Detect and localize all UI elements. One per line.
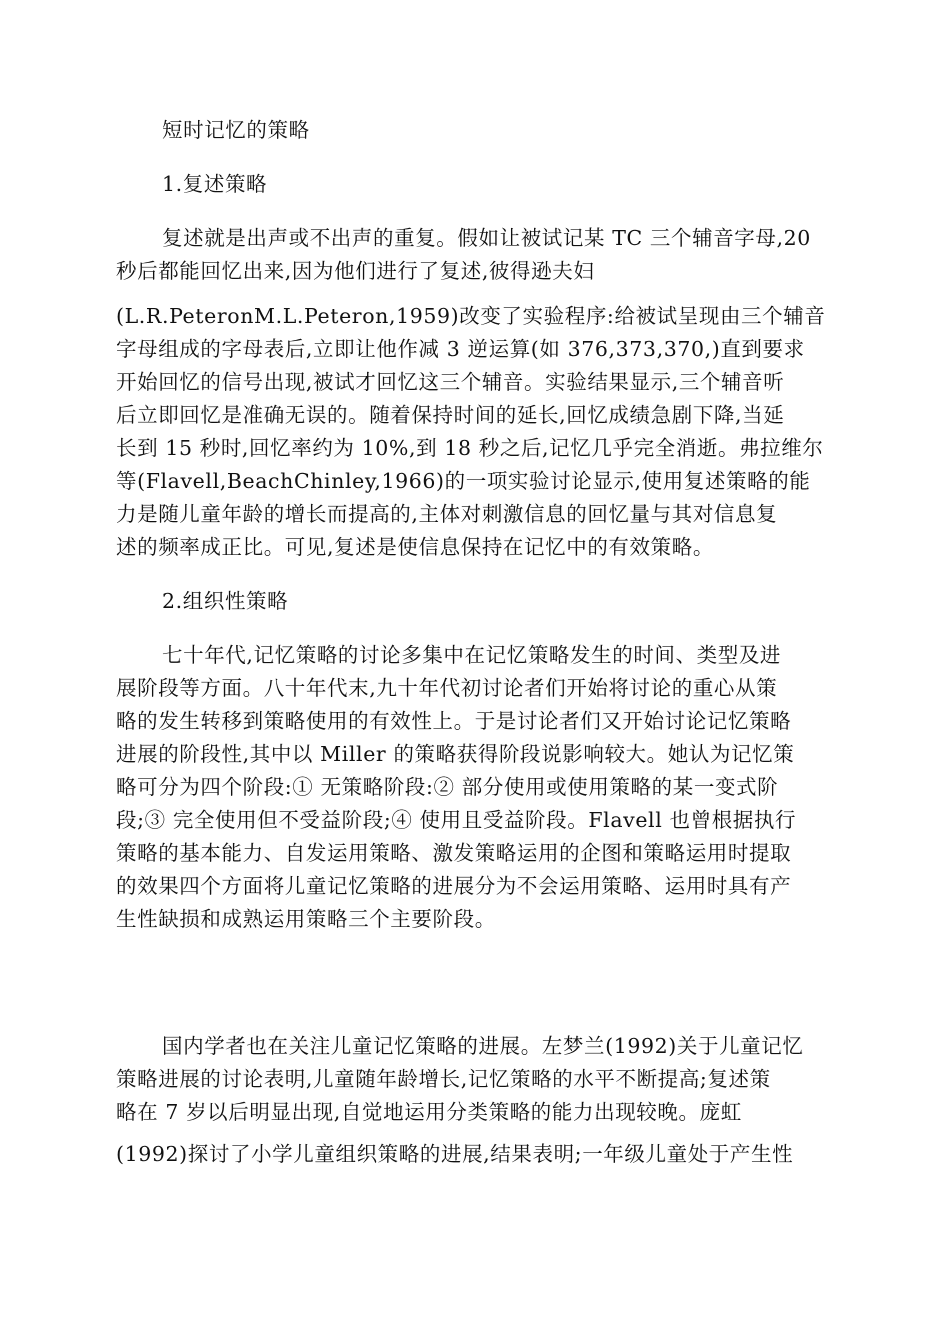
para1-line-10: 述的频率成正比。可见,复述是使信息保持在记忆中的有效策略。 [116, 535, 714, 559]
para3-line-2: 策略进展的讨论表明,儿童随年龄增长,记忆策略的水平不断提高;复述策 [116, 1067, 771, 1091]
para3-line-1: 国内学者也在关注儿童记忆策略的进展。左梦兰(1992)关于儿童记忆 [162, 1034, 804, 1058]
para1-line-3: (L.R.PeteronM.L.Peteron,1959)改变了实验程序:给被试呈现由三个辅音 [116, 304, 826, 328]
para1-line-9: 力是随儿童年龄的增长而提高的,主体对刺激信息的回忆量与其对信息复 [116, 502, 778, 526]
heading: 短时记忆的策略 [162, 118, 310, 142]
para2-line-1: 七十年代,记忆策略的讨论多集中在记忆策略发生的时间、类型及进 [162, 643, 782, 667]
para1-line-6: 后立即回忆是准确无误的。随着保持时间的延长,回忆成绩急剧下降,当延 [116, 403, 785, 427]
para2-line-5: 略可分为四个阶段:① 无策略阶段:② 部分使用或使用策略的某一变式阶 [116, 775, 779, 799]
para1-line-8: 等(Flavell,BeachChinley,1966)的一项实验讨论显示,使用复述策略的能 [116, 469, 811, 493]
para2-line-3: 略的发生转移到策略使用的有效性上。于是讨论者们又开始讨论记忆策略 [116, 709, 792, 733]
para3-line-4: (1992)探讨了小学儿童组织策略的进展,结果表明;一年级儿童处于产生性 [116, 1142, 794, 1166]
para2-line-2: 展阶段等方面。八十年代末,九十年代初讨论者们开始将讨论的重心从策 [116, 676, 778, 700]
para1-line-4: 字母组成的字母表后,立即让他作减 3 逆运算(如 376,373,370,)直到要求 [116, 337, 805, 361]
para2-line-9: 生性缺损和成熟运用策略三个主要阶段。 [116, 907, 496, 931]
para1-line-7: 长到 15 秒时,回忆率约为 10%,到 18 秒之后,记忆几乎完全消逝。弗拉维尔 [116, 436, 824, 460]
section-title-rehearsal: 1.复述策略 [162, 172, 268, 196]
para2-line-4: 进展的阶段性,其中以 Miller 的策略获得阶段说影响较大。她认为记忆策 [116, 742, 795, 766]
para2-line-7: 策略的基本能力、自发运用策略、激发策略运用的企图和策略运用时提取 [116, 841, 792, 865]
section-title-organization: 2.组织性策略 [162, 589, 289, 613]
para3-line-3: 略在 7 岁以后明显出现,自觉地运用分类策略的能力出现较晚。庞虹 [116, 1100, 742, 1124]
para1-line-5: 开始回忆的信号出现,被试才回忆这三个辅音。实验结果显示,三个辅音听 [116, 370, 785, 394]
para1-line-2: 秒后都能回忆出来,因为他们进行了复述,彼得逊夫妇 [116, 259, 595, 283]
para2-line-6: 段;③ 完全使用但不受益阶段;④ 使用且受益阶段。Flavell 也曾根据执行 [116, 808, 797, 832]
para2-line-8: 的效果四个方面将儿童记忆策略的进展分为不会运用策略、运用时具有产 [116, 874, 792, 898]
para1-line-1: 复述就是出声或不出声的重复。假如让被试记某 TC 三个辅音字母,20 [162, 226, 811, 250]
